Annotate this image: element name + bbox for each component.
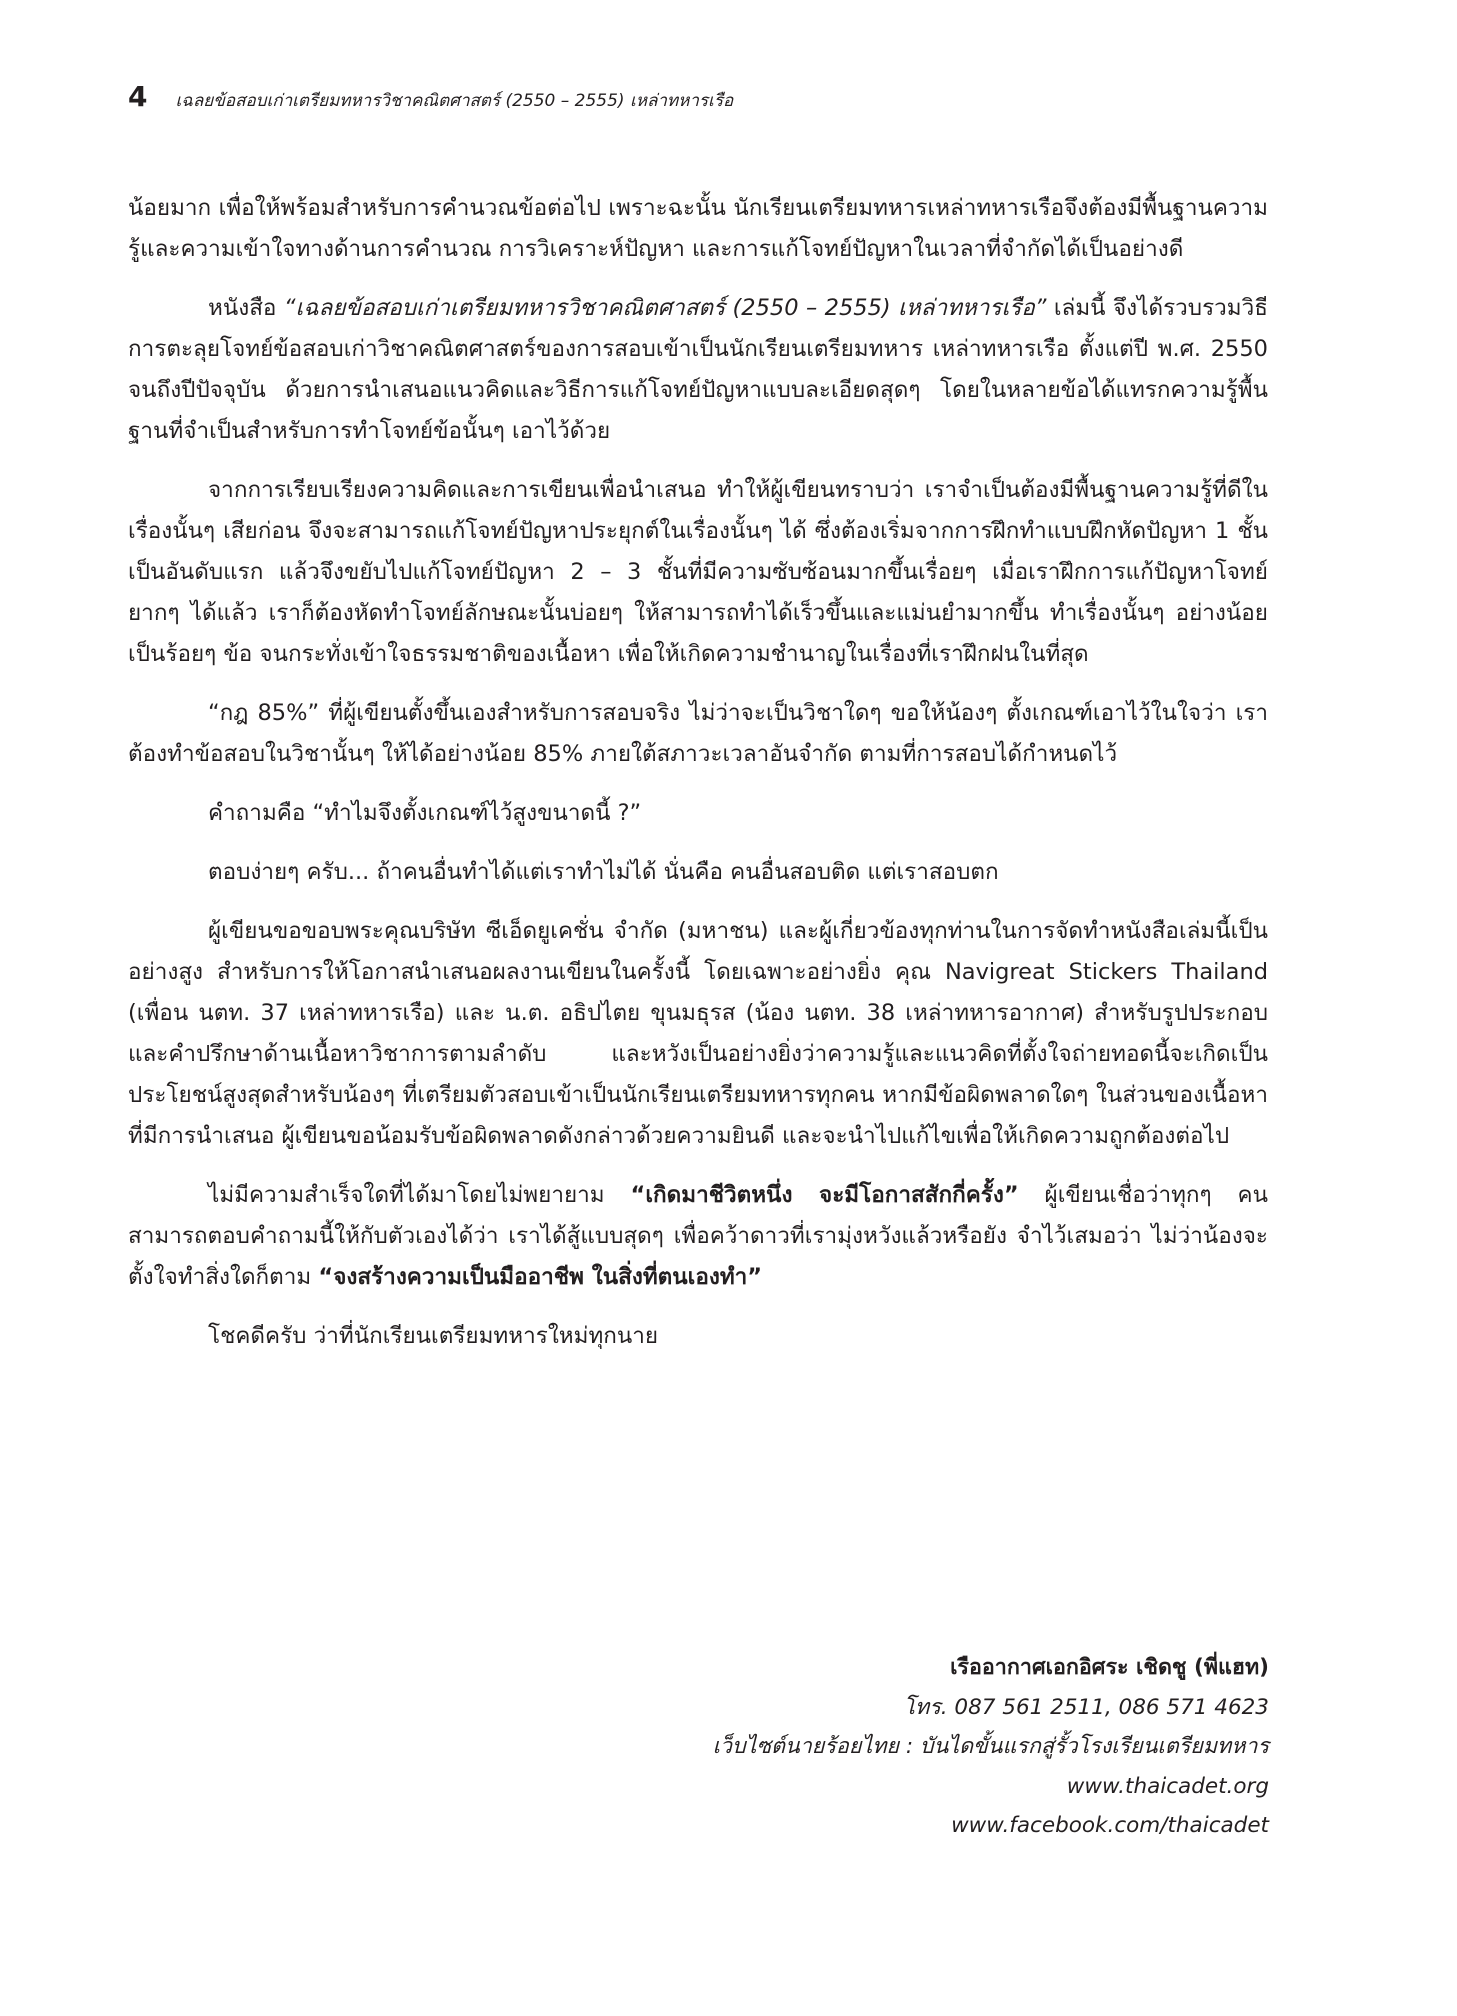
- paragraph-9: โชคดีครับ ว่าที่นักเรียนเตรียมทหารใหม่ทุกนาย: [208, 1323, 659, 1349]
- paragraph-2: [128, 288, 1268, 452]
- facebook-url: www.facebook.com/thaicadet: [951, 1813, 1269, 1838]
- book-title: “เฉลยข้อสอบเก่าเตรียมทหารวิชาคณิตศาสตร์ (2550 – 2555) เหล่าทหารเรือ”: [283, 295, 1047, 321]
- body-text: [128, 188, 1268, 1375]
- paragraph-5: คำถามคือ “ทำไมจึงตั้งเกณฑ์ไว้สูงขนาดนี้ ?”: [208, 800, 642, 826]
- paragraph-3: จากการเรียบเรียงความคิดและการเขียนเพื่อนำเสนอ ทำให้ผู้เขียนทราบว่า เราจำเป็นต้องมีพื้นฐานความรู้ที่ดีในเรื่องนั้นๆ เสียก่อน จึงจะสามารถแก้โจทย์ปัญหาประยุกต์ในเรื่องนั้นๆ ได้ ซึ่งต้องเริ่มจากการฝึกทำแบบฝึกหัดปัญหา 1 ชั้น เป็นอันดับแรก แล้วจึงขยับไปแก้โจทย์ปัญหา 2 – 3 ชั้นที่มีความซับซ้อนมากขึ้นเรื่อยๆ เมื่อเราฝึกการแก้ปัญหาโจทย์ยากๆ ได้แล้ว เราก็ต้องหัดทำโจทย์ลักษณะนั้นบ่อยๆ ให้สามารถทำได้เร็วขึ้นและแม่นยำมากขึ้น ทำเรื่องนั้นๆ อย่างน้อยเป็นร้อยๆ ข้อ จนกระทั่งเข้าใจธรรมชาติของเนื้อหา เพื่อให้เกิดความชำนาญในเรื่องที่เราฝึกฝนในที่สุด: [128, 477, 1268, 667]
- paragraph-4: “กฎ 85%” ที่ผู้เขียนตั้งขึ้นเองสำหรับการสอบจริง ไม่ว่าจะเป็นวิชาใดๆ ขอให้น้องๆ ตั้งเกณฑ์เอาไว้ในใจว่า เราต้องทำข้อสอบในวิชานั้นๆ ให้ได้อย่างน้อย 85% ภายใต้สภาวะเวลาอันจำกัด ตามที่การสอบได้กำหนดไว้: [128, 700, 1268, 767]
- paragraph-2-lead: หนังสือ: [208, 295, 284, 321]
- quote-professional: “จงสร้างความเป็นมืออาชีพ ในสิ่งที่ตนเองทำ”: [318, 1264, 763, 1290]
- website-url: www.thaicadet.org: [1066, 1773, 1269, 1799]
- website-label: เว็บไซต์นายร้อยไทย : บันไดขั้นแรกสู่รั้วโรงเรียนเตรียมทหาร: [712, 1734, 1269, 1759]
- paragraph-7: ผู้เขียนขอขอบพระคุณบริษัท ซีเอ็ดยูเคชั่น จำกัด (มหาชน) และผู้เกี่ยวข้องทุกท่านในการจัดทำหนังสือเล่มนี้เป็นอย่างสูง สำหรับการให้โอกาสนำเสนอผลงานเขียนในครั้งนี้ โดยเฉพาะอย่างยิ่ง คุณ Navigreat Stickers Thailand (เพื่อน นตท. 37 เหล่าทหารเรือ) และ น.ต. อธิปไตย ขุนมธุรส (น้อง นตท. 38 เหล่าทหารอากาศ) สำหรับรูปประกอบและคำปรึกษาด้านเนื้อหาวิชาการตามลำดับ และหวังเป็นอย่างยิ่งว่าความรู้และแนวคิดที่ตั้งใจถ่ายทอดนี้จะเกิดเป็นประโยชน์สูงสุดสำหรับน้องๆ ที่เตรียมตัวสอบเข้าเป็นนักเรียนเตรียมทหารทุกคน หากมีข้อผิดพลาดใดๆ ในส่วนของเนื้อหาที่มีการนำเสนอ ผู้เขียนขอน้อมรับข้อผิดพลาดดังกล่าวด้วยความยินดี และจะนำไปแก้ไขเพื่อให้เกิดความถูกต้องต่อไป: [128, 918, 1268, 1149]
- author-name: เรืออากาศเอกอิศระ เชิดชู (พี่แฮท): [950, 1655, 1269, 1680]
- quote-life: “เกิดมาชีวิตหนึ่ง จะมีโอกาสสักกี่ครั้ง”: [630, 1182, 1019, 1208]
- paragraph-1: น้อยมาก เพื่อให้พร้อมสำหรับการคำนวณข้อต่อไป เพราะฉะนั้น นักเรียนเตรียมทหารเหล่าทหารเรือจึงต้องมีพื้นฐานความรู้และความเข้าใจทางด้านการคำนวณ การวิเคราะห์ปัญหา และการแก้โจทย์ปัญหาในเวลาที่จำกัดได้เป็นอย่างดี: [128, 195, 1268, 262]
- page-number: 4: [128, 80, 148, 113]
- author-phone: โทร. 087 561 2511, 086 571 4623: [903, 1694, 1269, 1720]
- paragraph-8-mid: ผู้เขียนเชื่อว่าทุกๆ คนสามารถตอบคำถามนี้ให้กับตัวเองได้ว่า เราได้สู้แบบสุดๆ เพื่อคว้าดาวที่เรามุ่งหวังแล้วหรือยัง จำไว้เสมอว่า ไม่ว่าน้องจะตั้งใจทำสิ่งใดก็ตาม: [128, 1182, 1268, 1290]
- paragraph-8: [128, 1175, 1268, 1298]
- signature-block: [713, 1648, 1269, 1846]
- paragraph-2-rest: เล่มนี้ จึงได้รวบรวมวิธีการตะลุยโจทย์ข้อสอบเก่าวิชาคณิตศาสตร์ของการสอบเข้าเป็นนักเรียนเตรียมทหาร เหล่าทหารเรือ ตั้งแต่ปี พ.ศ. 2550 จนถึงปีปัจจุบัน ด้วยการนำเสนอแนวคิดและวิธีการแก้โจทย์ปัญหาแบบละเอียดสุดๆ โดยในหลายข้อได้แทรกความรู้พื้นฐานที่จำเป็นสำหรับการทำโจทย์ข้อนั้นๆ เอาไว้ด้วย: [128, 295, 1268, 444]
- paragraph-6: ตอบง่ายๆ ครับ... ถ้าคนอื่นทำได้แต่เราทำไม่ได้ นั่นคือ คนอื่นสอบติด แต่เราสอบตก: [208, 859, 999, 885]
- paragraph-8-lead: ไม่มีความสำเร็จใดที่ได้มาโดยไม่พยายาม: [208, 1182, 631, 1208]
- running-header: [128, 80, 1268, 120]
- header-title: เฉลยข้อสอบเก่าเตรียมทหารวิชาคณิตศาสตร์ (2550 – 2555) เหล่าทหารเรือ: [175, 91, 734, 111]
